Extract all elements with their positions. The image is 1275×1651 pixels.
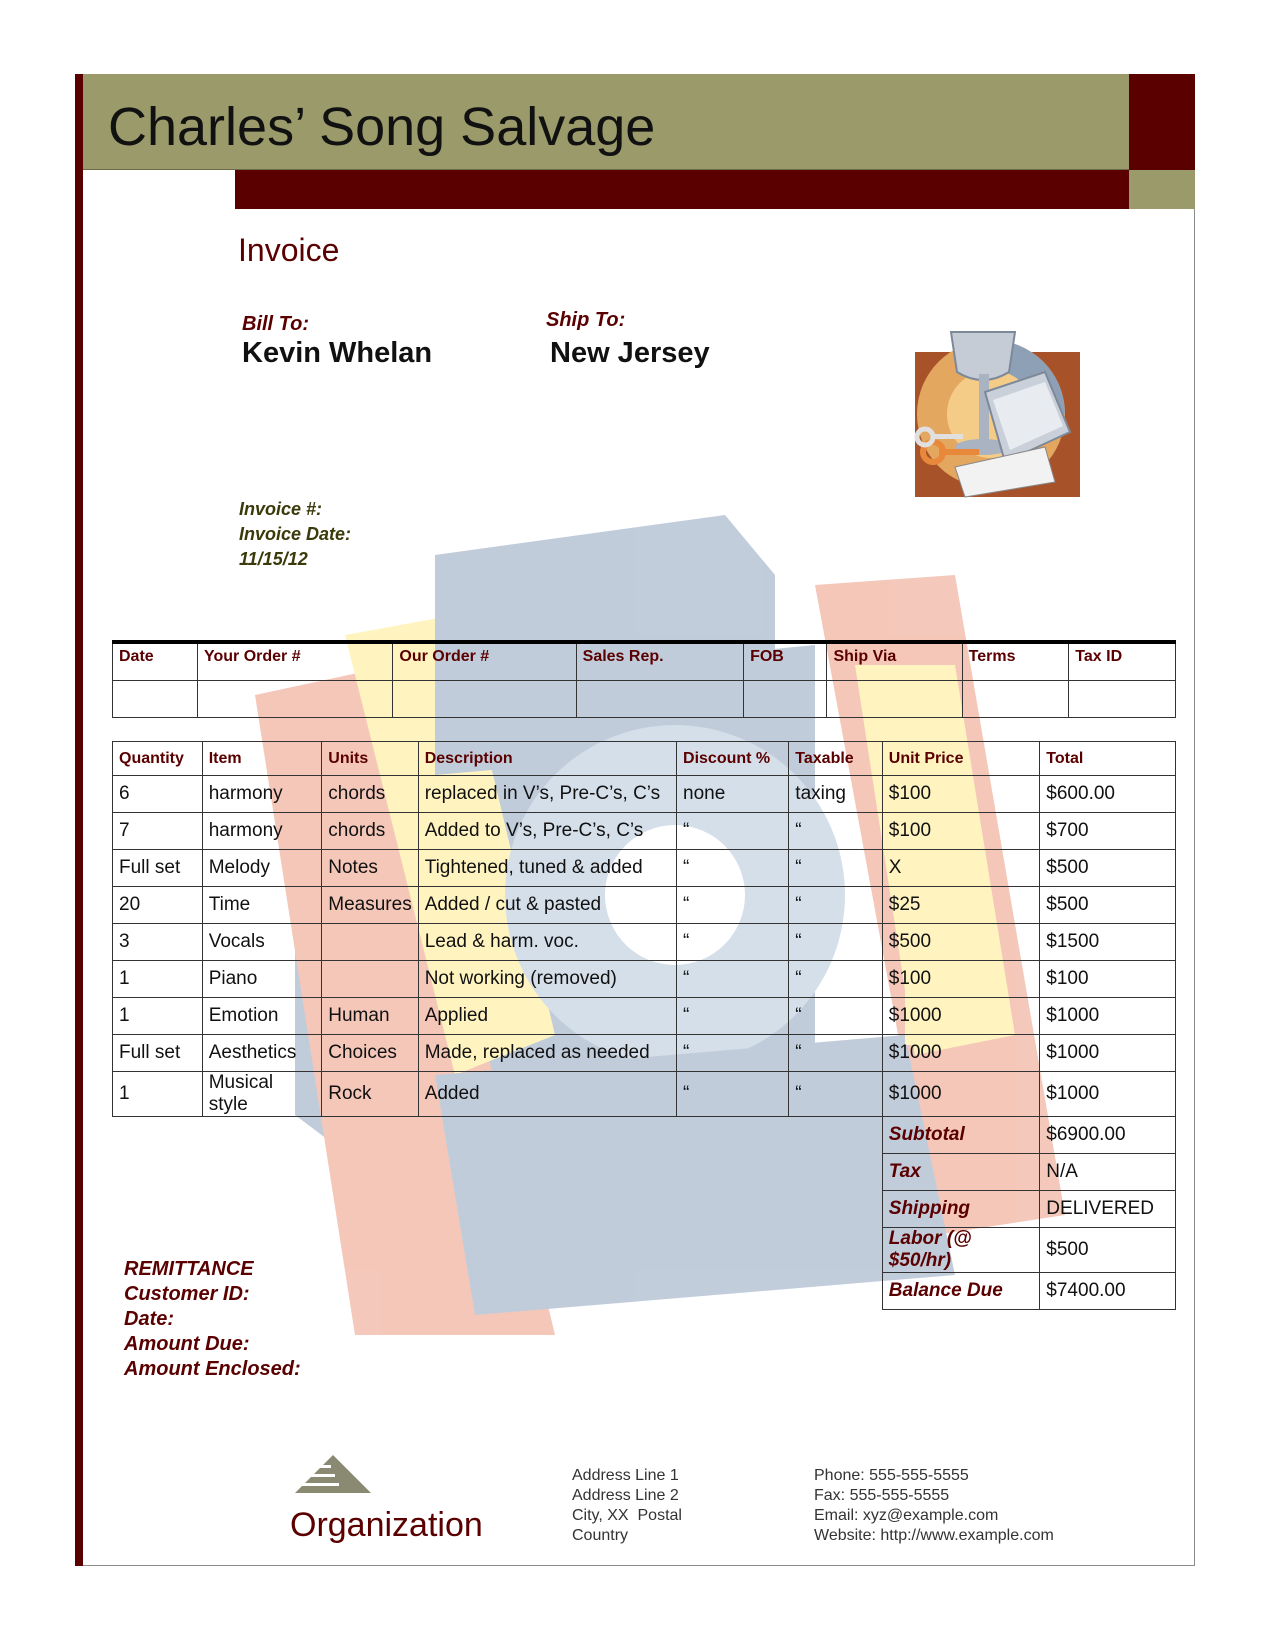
remittance-block	[124, 1257, 301, 1382]
summary-row-shipping	[113, 1191, 1176, 1228]
cell-quantity: 3	[113, 924, 203, 961]
address-line: City, XX Postal	[572, 1507, 682, 1524]
order-header-row	[113, 642, 1176, 681]
cell-description: Lead & harm. voc.	[418, 924, 676, 961]
line-items-table	[112, 741, 1176, 1310]
items-header-quantity: Quantity	[113, 742, 203, 776]
cell-discount: none	[677, 776, 789, 813]
cell-quantity: Full set	[113, 850, 203, 887]
subband-olive	[1129, 170, 1195, 209]
cell-quantity: Full set	[113, 1035, 203, 1072]
order-info-table	[112, 640, 1176, 718]
cell-taxable: taxing	[789, 776, 882, 813]
ship-to-label: Ship To:	[546, 309, 626, 331]
table-row	[113, 1072, 1176, 1117]
table-row	[113, 813, 1176, 850]
contact-phone: Phone: 555-555-5555	[814, 1467, 969, 1484]
order-cell	[576, 681, 743, 718]
cell-discount: “	[677, 1072, 789, 1117]
order-header-our-order: Our Order #	[393, 642, 576, 681]
summary-spacer	[113, 1154, 883, 1191]
cell-discount: “	[677, 813, 789, 850]
cell-description: Made, replaced as needed	[418, 1035, 676, 1072]
cell-item: Emotion	[202, 998, 322, 1035]
address-line: Country	[572, 1527, 629, 1544]
items-header-discount: Discount %	[677, 742, 789, 776]
cell-units: chords	[322, 776, 418, 813]
cell-units	[322, 924, 418, 961]
cell-discount: “	[677, 1035, 789, 1072]
shipping-label: Shipping	[882, 1191, 1040, 1228]
cell-unit-price: $1000	[882, 998, 1040, 1035]
shipping-value: DELIVERED	[1040, 1191, 1176, 1228]
order-header-your-order: Your Order #	[198, 642, 393, 681]
subtotal-value: $6900.00	[1040, 1117, 1176, 1154]
cell-taxable: “	[789, 1035, 882, 1072]
order-cell	[198, 681, 393, 718]
bill-to-name: Kevin Whelan	[242, 337, 433, 369]
balance-due-value: $7400.00	[1040, 1273, 1176, 1310]
summary-spacer	[113, 1117, 883, 1154]
cell-discount: “	[677, 961, 789, 998]
cell-quantity: 7	[113, 813, 203, 850]
cell-quantity: 20	[113, 887, 203, 924]
cell-total: $100	[1040, 961, 1176, 998]
cell-item: Time	[202, 887, 322, 924]
cell-description: Not working (removed)	[418, 961, 676, 998]
contact-email: Email: xyz@example.com	[814, 1507, 999, 1524]
items-header-taxable: Taxable	[789, 742, 882, 776]
organization-name: Organization	[290, 1506, 483, 1544]
order-header-sales-rep: Sales Rep.	[576, 642, 743, 681]
cell-total: $500	[1040, 850, 1176, 887]
order-cell	[113, 681, 198, 718]
order-value-row	[113, 681, 1176, 718]
cell-unit-price: $100	[882, 961, 1040, 998]
cell-item: harmony	[202, 776, 322, 813]
company-title: Charles’ Song Salvage	[108, 97, 656, 157]
invoice-heading: Invoice	[238, 232, 340, 268]
cell-total: $1000	[1040, 1035, 1176, 1072]
cell-quantity: 1	[113, 961, 203, 998]
cell-units: Choices	[322, 1035, 418, 1072]
cell-total: $600.00	[1040, 776, 1176, 813]
cell-units: Rock	[322, 1072, 418, 1117]
cell-total: $1500	[1040, 924, 1176, 961]
cell-units	[322, 961, 418, 998]
items-header-row	[113, 742, 1176, 776]
cell-quantity: 1	[113, 1072, 203, 1117]
cell-description: Applied	[418, 998, 676, 1035]
items-header-unit-price: Unit Price	[882, 742, 1040, 776]
cell-discount: “	[677, 850, 789, 887]
order-cell	[827, 681, 962, 718]
table-row	[113, 924, 1176, 961]
cell-unit-price: $1000	[882, 1072, 1040, 1117]
invoice-meta	[239, 497, 351, 572]
order-header-fob: FOB	[744, 642, 827, 681]
cell-taxable: “	[789, 850, 882, 887]
order-header-date: Date	[113, 642, 198, 681]
cell-total: $1000	[1040, 998, 1176, 1035]
subband-white	[83, 170, 235, 209]
items-header-total: Total	[1040, 742, 1176, 776]
cell-unit-price: $1000	[882, 1035, 1040, 1072]
cell-total: $1000	[1040, 1072, 1176, 1117]
table-row	[113, 776, 1176, 813]
cell-unit-price: $100	[882, 776, 1040, 813]
cell-taxable: “	[789, 887, 882, 924]
table-row	[113, 998, 1176, 1035]
bill-to-label: Bill To:	[242, 313, 310, 335]
title-band-accent	[1129, 74, 1195, 170]
order-cell	[1069, 681, 1176, 718]
labor-value: $500	[1040, 1228, 1176, 1273]
cell-discount: “	[677, 924, 789, 961]
order-cell	[393, 681, 576, 718]
cell-unit-price: $100	[882, 813, 1040, 850]
summary-row-tax	[113, 1154, 1176, 1191]
cell-item: Musical style	[202, 1072, 322, 1117]
cell-taxable: “	[789, 961, 882, 998]
cell-item: Piano	[202, 961, 322, 998]
cell-item: Melody	[202, 850, 322, 887]
cell-taxable: “	[789, 1072, 882, 1117]
cell-unit-price: $25	[882, 887, 1040, 924]
cell-description: Added	[418, 1072, 676, 1117]
ship-to-name: New Jersey	[550, 337, 710, 369]
cell-discount: “	[677, 887, 789, 924]
tax-label: Tax	[882, 1154, 1040, 1191]
remittance-amount-enclosed-label: Amount Enclosed:	[124, 1358, 301, 1380]
contact-fax: Fax: 555-555-5555	[814, 1487, 950, 1504]
cell-item: Vocals	[202, 924, 322, 961]
contact-block	[814, 1466, 1054, 1546]
cell-units: chords	[322, 813, 418, 850]
order-header-tax-id: Tax ID	[1069, 642, 1176, 681]
cell-taxable: “	[789, 924, 882, 961]
table-row	[113, 850, 1176, 887]
cell-units: Human	[322, 998, 418, 1035]
items-header-description: Description	[418, 742, 676, 776]
summary-row-subtotal	[113, 1117, 1176, 1154]
address-line: Address Line 2	[572, 1487, 679, 1504]
cell-item: Aesthetics	[202, 1035, 322, 1072]
cell-description: Added to V’s, Pre-C’s, C’s	[418, 813, 676, 850]
invoice-date-value: 11/15/12	[239, 549, 308, 569]
cell-units: Notes	[322, 850, 418, 887]
cell-unit-price: X	[882, 850, 1040, 887]
cell-taxable: “	[789, 998, 882, 1035]
cell-description: replaced in V’s, Pre-C’s, C’s	[418, 776, 676, 813]
balance-due-label: Balance Due	[882, 1273, 1040, 1310]
items-header-item: Item	[202, 742, 322, 776]
cell-total: $500	[1040, 887, 1176, 924]
subband-maroon	[235, 170, 1129, 209]
remittance-customer-id-label: Customer ID:	[124, 1283, 250, 1305]
contact-website: Website: http://www.example.com	[814, 1527, 1054, 1544]
order-cell	[962, 681, 1069, 718]
labor-label: Labor (@ $50/hr)	[882, 1228, 1040, 1273]
cell-quantity: 1	[113, 998, 203, 1035]
address-block	[572, 1466, 682, 1546]
tax-value: N/A	[1040, 1154, 1176, 1191]
cell-discount: “	[677, 998, 789, 1035]
cell-units: Measures	[322, 887, 418, 924]
order-header-terms: Terms	[962, 642, 1069, 681]
cell-taxable: “	[789, 813, 882, 850]
table-row	[113, 1035, 1176, 1072]
items-header-units: Units	[322, 742, 418, 776]
remittance-title: REMITTANCE	[124, 1258, 254, 1280]
cell-description: Tightened, tuned & added	[418, 850, 676, 887]
cell-quantity: 6	[113, 776, 203, 813]
invoice-number-label: Invoice #:	[239, 499, 323, 519]
cell-description: Added / cut & pasted	[418, 887, 676, 924]
summary-spacer	[113, 1191, 883, 1228]
remittance-date-label: Date:	[124, 1308, 175, 1330]
pyramid-logo-icon	[295, 1455, 371, 1495]
left-bar	[75, 74, 83, 1566]
cell-item: harmony	[202, 813, 322, 850]
table-row	[113, 887, 1176, 924]
order-header-ship-via: Ship Via	[827, 642, 962, 681]
subtotal-label: Subtotal	[882, 1117, 1040, 1154]
order-cell	[744, 681, 827, 718]
goblet-book-key-icon	[895, 322, 1087, 500]
address-line: Address Line 1	[572, 1467, 679, 1484]
cell-total: $700	[1040, 813, 1176, 850]
table-row	[113, 961, 1176, 998]
invoice-date-label: Invoice Date:	[239, 524, 352, 544]
cell-unit-price: $500	[882, 924, 1040, 961]
remittance-amount-due-label: Amount Due:	[124, 1333, 250, 1355]
